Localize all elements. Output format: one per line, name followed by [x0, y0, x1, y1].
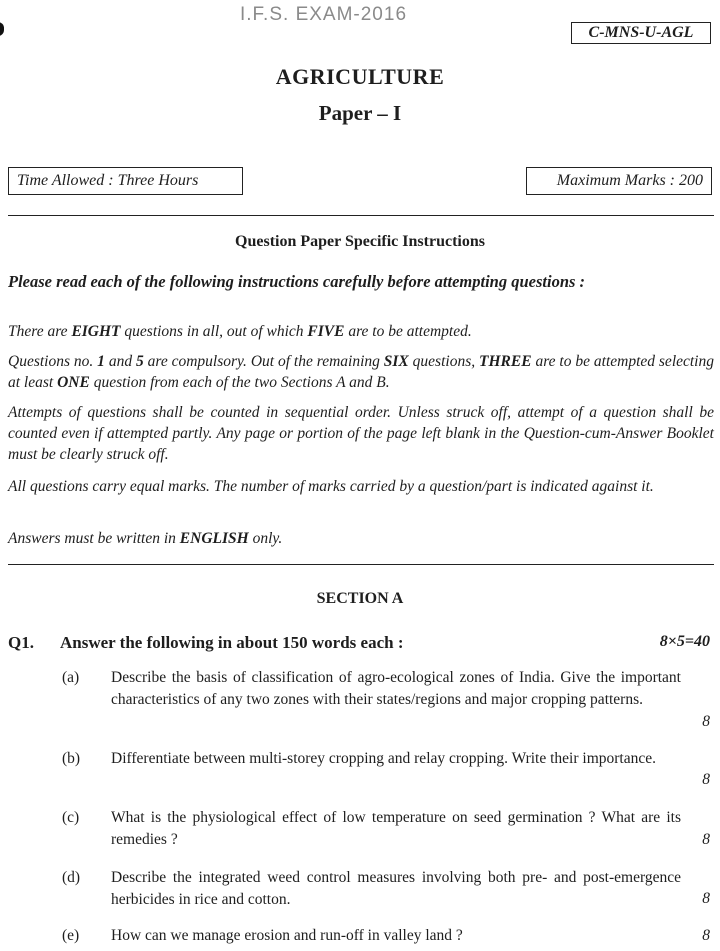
instruction-5: Answers must be written in ENGLISH only. [8, 530, 283, 547]
instruction-4: All questions carry equal marks. The number of marks carried by a question/part is indicated against it. [8, 478, 654, 495]
part-marks: 8 [702, 927, 710, 944]
question-number: Q1. [8, 633, 34, 652]
part-text: How can we manage erosion and run-off in valley land ? [111, 927, 463, 944]
scan-edge-mark [0, 22, 4, 36]
part-marks: 8 [702, 890, 710, 907]
question-text: Answer the following in about 150 words each : [60, 633, 404, 652]
part-label: (b) [62, 750, 81, 767]
part-text: What is the physiological effect of low temperature on seed germination ? What are its remedies ? [111, 809, 681, 848]
divider-bottom [8, 564, 714, 565]
part-label: (a) [62, 669, 80, 686]
instruction-1: There are EIGHT questions in all, out of which FIVE are to be attempted. [8, 323, 472, 340]
instructions-title: Question Paper Specific Instructions [235, 233, 485, 250]
part-text: Differentiate between multi-storey cropping and relay cropping. Write their importance. [111, 750, 656, 767]
part-label: (d) [62, 869, 81, 886]
max-marks-box: Maximum Marks : 200 [526, 167, 712, 195]
part-label: (e) [62, 927, 80, 944]
instructions-lead: Please read each of the following instructions carefully before attempting questions : [8, 272, 586, 291]
part-label: (c) [62, 809, 80, 826]
instruction-2: Questions no. 1 and 5 are compulsory. Out of the remaining SIX questions, THREE are to be attempted selecting at least ONE question from each of the two Sections A and B. [8, 353, 714, 391]
paper-code: C-MNS-U-AGL [571, 22, 711, 44]
part-marks: 8 [702, 713, 710, 730]
part-text: Describe the basis of classification of agro-ecological zones of India. Give the important characteristics of any two zones with their states/regions and major cropping patterns. [111, 669, 681, 708]
instruction-3: Attempts of questions shall be counted in sequential order. Unless struck off, attempt of a question shall be counted even if attempted partly. Any page or portion of the page left blank in the Question-cum-Answer Booklet must be clearly struck off. [8, 404, 714, 463]
exam-stamp: I.F.S. EXAM-2016 [240, 4, 408, 25]
question-marks: 8×5=40 [659, 633, 710, 650]
paper-title: Paper – I [318, 101, 402, 125]
part-text: Describe the integrated weed control measures involving both pre- and post-emergence herbicides in rice and cotton. [111, 869, 681, 908]
divider-top [8, 215, 714, 216]
part-marks: 8 [702, 771, 710, 788]
subject-title: AGRICULTURE [275, 64, 445, 89]
part-marks: 8 [702, 831, 710, 848]
time-allowed-box: Time Allowed : Three Hours [8, 167, 243, 195]
section-title: SECTION A [316, 590, 404, 607]
